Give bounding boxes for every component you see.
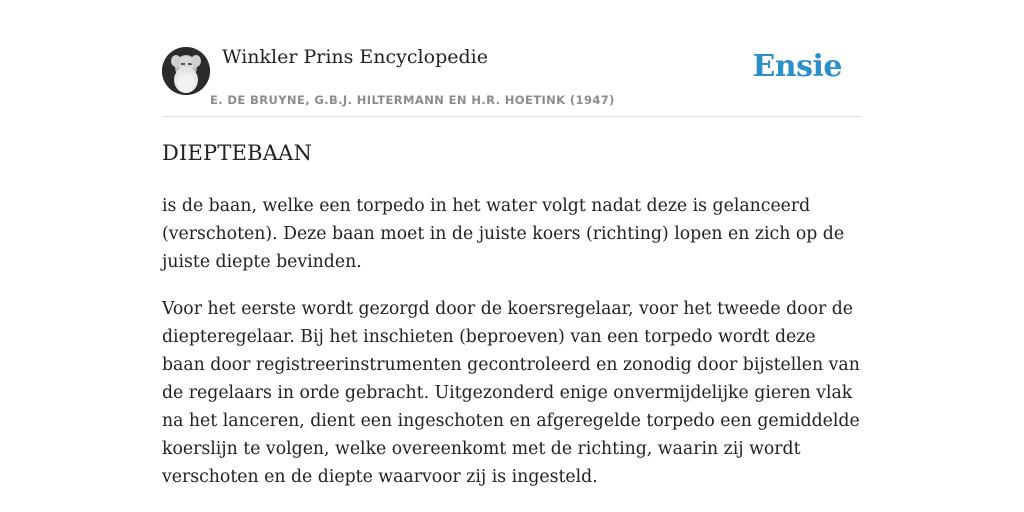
book-title[interactable]: Winkler Prins Encyclopedie bbox=[222, 46, 488, 68]
page bbox=[162, 0, 862, 512]
bearded-man-portrait-icon[interactable] bbox=[162, 47, 210, 95]
entry-paragraph: Voor het eerste wordt gezorgd door de koersregelaar, voor het tweede door de diepteregelaar. Bij het inschieten (beproeven) van een torpedo wordt deze baan door registreerinstrumenten gecontroleerd en zonodig door bijstellen van de regelaars in orde gebracht. Uitgezonderd enige onvermijdelijke gieren vlak na het lanceren, dient een ingeschoten en afgeregelde torpedo een gemiddelde koerslijn te volgen, welke overeenkomt met de richting, waarin zij wordt verschoten en de diepte waarvoor zij is ingesteld. bbox=[162, 299, 860, 487]
entry-content bbox=[162, 192, 862, 510]
authors-line: E. DE BRUYNE, G.B.J. HILTERMANN EN H.R. HOETINK (1947) bbox=[210, 93, 615, 107]
brand-logo-link[interactable]: Ensie bbox=[752, 49, 842, 84]
entry-title: DIEPTEBAAN bbox=[162, 141, 313, 165]
entry-paragraph: is de baan, welke een torpedo in het water volgt nadat deze is gelanceerd (verschoten). Deze baan moet in de juiste koers (richting) lopen en zich op de juiste diepte bevinden. bbox=[162, 196, 845, 272]
header bbox=[162, 40, 862, 117]
